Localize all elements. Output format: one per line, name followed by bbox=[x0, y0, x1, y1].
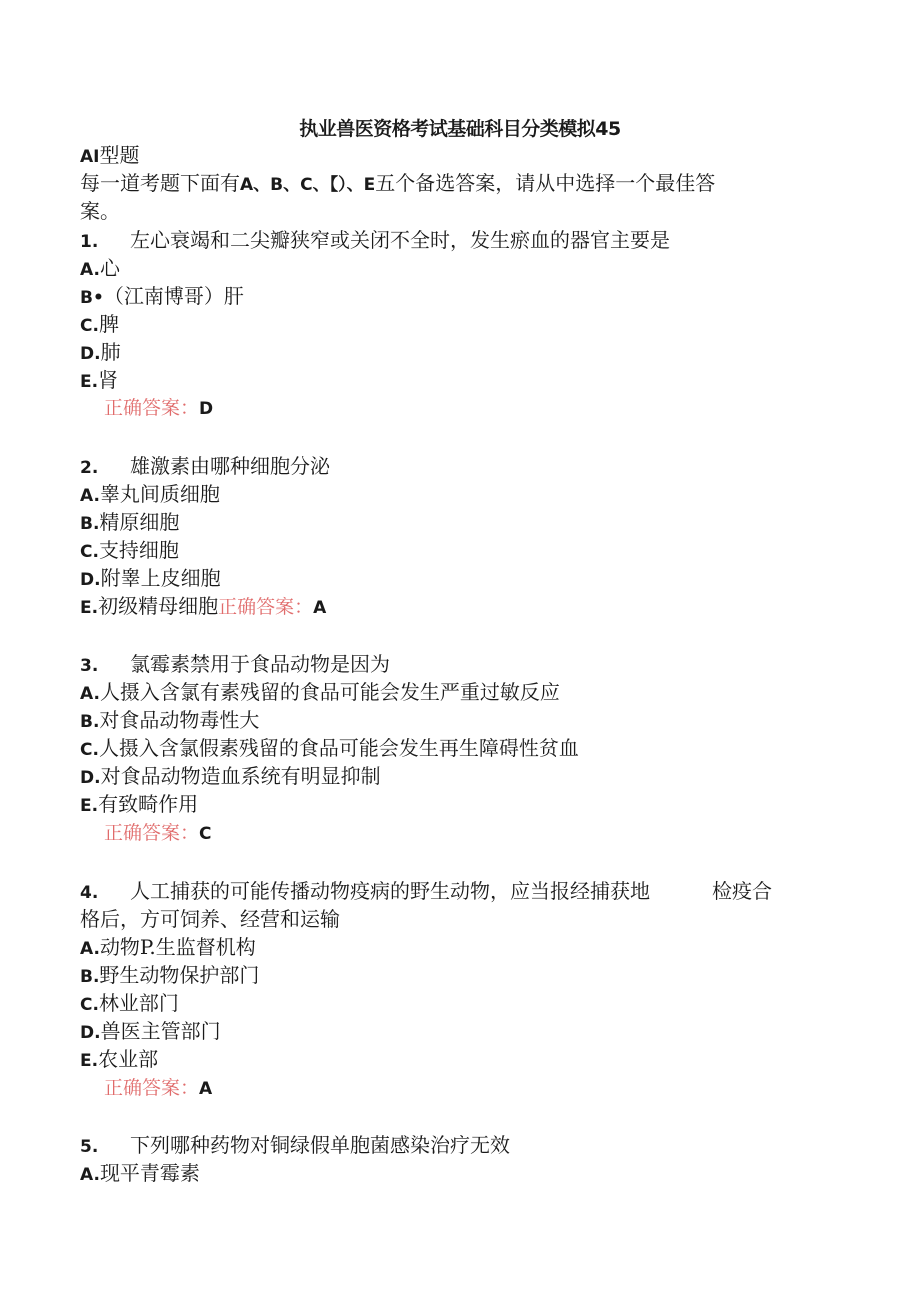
option-letter: D. bbox=[80, 344, 101, 364]
option-text: 附睾上皮细胞 bbox=[100, 566, 221, 590]
option-text: 对食品动物毒性大 bbox=[99, 708, 260, 732]
option-item bbox=[80, 708, 259, 734]
question-number: 5. bbox=[80, 1137, 99, 1157]
question-stem bbox=[80, 879, 772, 905]
question-type-suffix: 型题 bbox=[99, 143, 140, 167]
option-item bbox=[80, 935, 256, 961]
answer-value: A bbox=[199, 1079, 213, 1099]
option-item bbox=[80, 566, 221, 592]
option-letter: C. bbox=[80, 995, 99, 1015]
question-text: 下列哪种药物对铜绿假单胞菌感染治疗无效 bbox=[130, 1133, 510, 1157]
option-text: 林业部门 bbox=[98, 991, 179, 1015]
option-item bbox=[80, 1019, 221, 1045]
option-item bbox=[80, 680, 560, 706]
option-letter: B• bbox=[80, 288, 104, 308]
question-text: 氯霉素禁用于食品动物是因为 bbox=[130, 652, 390, 676]
option-item bbox=[80, 1161, 200, 1187]
option-item bbox=[80, 963, 259, 989]
question-stem bbox=[80, 454, 330, 480]
answer-label: 正确答案： bbox=[104, 397, 200, 419]
option-letter: E. bbox=[80, 1051, 99, 1071]
option-text: 人摄入含氯有素残留的食品可能会发生严重过敏反应 bbox=[99, 680, 560, 704]
question-text: 雄激素由哪种细胞分泌 bbox=[130, 454, 330, 478]
option-item bbox=[80, 594, 326, 620]
option-text: 对食品动物造血系统有明显抑制 bbox=[100, 764, 381, 788]
option-letter: D. bbox=[80, 570, 101, 590]
option-item bbox=[80, 256, 120, 282]
option-text: 人摄入含氯假素残留的食品可能会发生再生障碍性贫血 bbox=[98, 736, 579, 760]
option-text: 兽医主管部门 bbox=[100, 1019, 221, 1043]
question-stem bbox=[80, 228, 670, 254]
option-letter: C. bbox=[80, 740, 99, 760]
answer-value: D bbox=[199, 399, 214, 419]
option-item bbox=[80, 340, 121, 366]
option-item bbox=[80, 538, 179, 564]
correct-answer bbox=[104, 396, 213, 421]
option-letter: B. bbox=[80, 514, 100, 534]
question-number: 4. bbox=[80, 883, 99, 903]
answer-label: 正确答案： bbox=[104, 1077, 200, 1099]
document-title: 执业兽医资格考试基础科目分类模拟45 bbox=[299, 118, 621, 140]
option-item bbox=[80, 312, 119, 338]
question-text-part1: 人工捕获的可能传播动物疫病的野生动物，应当报经捕获地 bbox=[130, 879, 650, 903]
option-letter: B. bbox=[80, 712, 100, 732]
question-stem-continued: 格后，方可饲养、经营和运输 bbox=[80, 907, 340, 931]
option-letter: A. bbox=[80, 684, 100, 704]
option-text: 有致畸作用 bbox=[98, 792, 199, 816]
option-letter: B. bbox=[80, 967, 100, 987]
option-text: 睾丸间质细胞 bbox=[99, 482, 220, 506]
option-text: 肾 bbox=[98, 368, 119, 392]
question-stem bbox=[80, 1133, 510, 1159]
option-letter: A. bbox=[80, 260, 100, 280]
answer-label: 正确答案： bbox=[104, 822, 200, 844]
instructions-text-a: 每一道考题下面有 bbox=[80, 171, 240, 195]
option-text: 肺 bbox=[100, 340, 121, 364]
option-item bbox=[80, 991, 179, 1017]
option-letter: C. bbox=[80, 316, 99, 336]
question-number: 2. bbox=[80, 458, 99, 478]
instructions-line-1 bbox=[80, 171, 715, 197]
option-item bbox=[80, 736, 579, 762]
option-item bbox=[80, 284, 244, 310]
option-letter: A. bbox=[80, 486, 100, 506]
correct-answer bbox=[104, 821, 212, 846]
correct-answer bbox=[104, 1076, 212, 1101]
option-letter: C. bbox=[80, 542, 99, 562]
option-text: 初级精母细胞 bbox=[98, 594, 219, 618]
option-text: 农业部 bbox=[98, 1047, 159, 1071]
instructions-line-2: 案。 bbox=[80, 199, 120, 223]
option-text: 脾 bbox=[98, 312, 119, 336]
option-letter: A. bbox=[80, 1165, 100, 1185]
option-item bbox=[80, 792, 198, 818]
option-text: 心 bbox=[99, 256, 120, 280]
option-item bbox=[80, 482, 220, 508]
option-item bbox=[80, 1047, 158, 1073]
option-letter: D. bbox=[80, 768, 101, 788]
option-letter: A. bbox=[80, 939, 100, 959]
question-text: 左心衰竭和二尖瓣狭窄或关闭不全时，发生瘀血的器官主要是 bbox=[130, 228, 670, 252]
option-text: （江南博哥）肝 bbox=[103, 284, 244, 308]
option-letter: E. bbox=[80, 796, 99, 816]
option-letter: E. bbox=[80, 372, 99, 392]
question-number: 3. bbox=[80, 656, 99, 676]
option-item bbox=[80, 510, 179, 536]
option-text: 动物P.生监督机构 bbox=[99, 935, 256, 959]
option-item bbox=[80, 764, 381, 790]
instructions-option-letters: A、B、C、【）、E bbox=[240, 175, 376, 195]
option-text: 精原细胞 bbox=[99, 510, 180, 534]
option-text: 现平青霉素 bbox=[99, 1161, 200, 1185]
instructions-text-c: 五个备选答案，请从中选择一个最佳答 bbox=[375, 171, 716, 195]
question-stem bbox=[80, 652, 390, 678]
answer-value: C bbox=[199, 824, 212, 844]
option-letter: D. bbox=[80, 1023, 101, 1043]
answer-value: A bbox=[313, 598, 327, 618]
question-text-part2: 检疫合 bbox=[712, 879, 772, 903]
option-item bbox=[80, 368, 118, 394]
answer-label: 正确答案： bbox=[218, 596, 314, 618]
option-text: 支持细胞 bbox=[98, 538, 179, 562]
question-type-label: AI bbox=[80, 147, 100, 167]
option-letter: E. bbox=[80, 598, 99, 618]
option-text: 野生动物保护部门 bbox=[99, 963, 260, 987]
section-heading bbox=[80, 143, 139, 169]
question-number: 1. bbox=[80, 232, 99, 252]
